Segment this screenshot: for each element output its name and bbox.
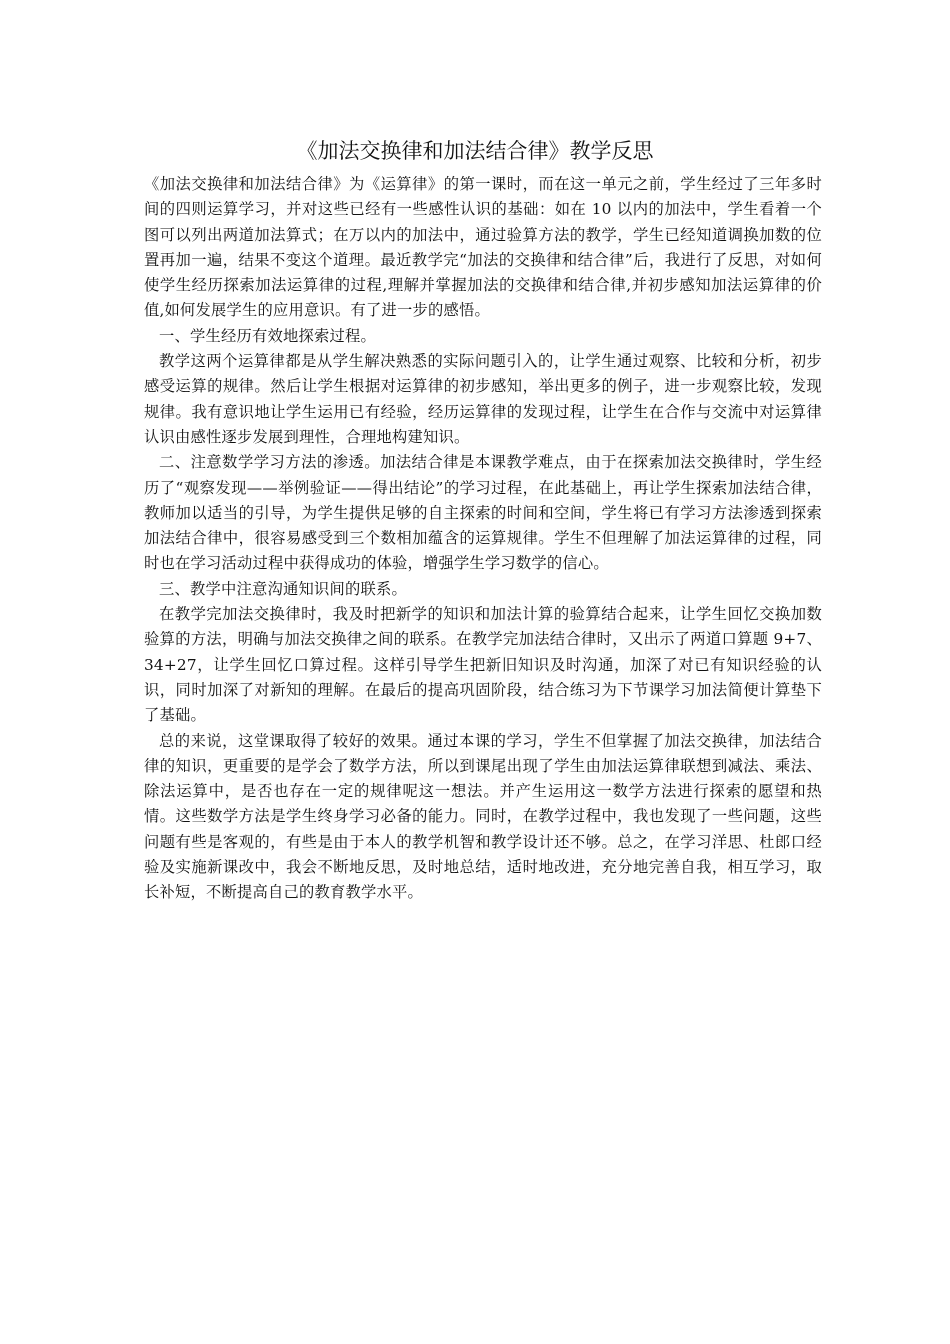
paragraph-section-3: 在教学完加法交换律时，我及时把新学的知识和加法计算的验算结合起来，让学生回忆交换加数验算的方法，明确与加法交换律之间的联系。在教学完加法结合律时，又出示了两道口算题 9+7、34+27，让学生回忆口算过程。这样引导学生把新旧知识及时沟通，加深了对已有知识经验的认识，同时加深了对新知的理解。在最后的提高巩固阶段，结合练习为下节课学习加法简便计算垫下了基础。 [144, 605, 822, 725]
document-body [144, 172, 822, 906]
paragraph-section-2: 二、注意数学学习方法的渗透。加法结合律是本课教学难点，由于在探索加法交换律时，学生经历了“观察发现——举例验证——得出结论”的学习过程，在此基础上，再让学生探索加法结合律，教师加以适当的引导，为学生提供足够的自主探索的时间和空间，学生将已有学习方法渗透到探索加法结合律中，很容易感受到三个数相加蕴含的运算规律。学生不但理解了加法运算律的过程，同时也在学习活动过程中获得成功的体验，增强学生学习数学的信心。 [144, 453, 822, 573]
paragraph-summary: 总的来说，这堂课取得了较好的效果。通过本课的学习，学生不但掌握了加法交换律，加法结合律的知识，更重要的是学会了数学方法，所以到课尾出现了学生由加法运算律联想到减法、乘法、除法运算中，是否也存在一定的规律呢这一想法。并产生运用这一数学方法进行探索的愿望和热情。这些数学方法是学生终身学习必备的能力。同时，在教学过程中，我也发现了一些问题，这些问题有些是客观的，有些是由于本人的教学机智和教学设计还不够。总之，在学习洋思、杜郎口经验及实施新课改中，我会不断地反思，及时地总结，适时地改进，充分地完善自我，相互学习，取长补短，不断提高自己的教育教学水平。 [144, 731, 822, 902]
document-title: 《加法交换律和加法结合律》教学反思 [296, 139, 654, 163]
section-heading-3: 三、教学中注意沟通知识间的联系。 [159, 579, 407, 598]
paragraph-section-1: 教学这两个运算律都是从学生解决熟悉的实际问题引入的，让学生通过观察、比较和分析，初步感受运算的规律。然后让学生根据对运算律的初步感知，举出更多的例子，进一步观察比较，发现规律。我有意识地让学生运用已有经验，经历运算律的发现过程，让学生在合作与交流中对运算律认识由感性逐步发展到理性，合理地构建知识。 [144, 352, 822, 446]
paragraph-intro: 《加法交换律和加法结合律》为《运算律》的第一课时，而在这一单元之前，学生经过了三年多时间的四则运算学习，并对这些已经有一些感性认识的基础：如在 10 以内的加法中，学生看着一个图可以列出两道加法算式；在万以内的加法中，通过验算方法的教学，学生已经知道调换加数的位置再加一遍，结果不变这个道理。最近教学完“加法的交换律和结合律”后，我进行了反思，对如何使学生经历探索加法运算律的过程,理解并掌握加法的交换律和结合律,并初步感知加法运算律的价值,如何发展学生的应用意识。有了进一步的感悟。 [144, 175, 822, 320]
section-heading-1: 一、学生经历有效地探索过程。 [159, 326, 376, 345]
